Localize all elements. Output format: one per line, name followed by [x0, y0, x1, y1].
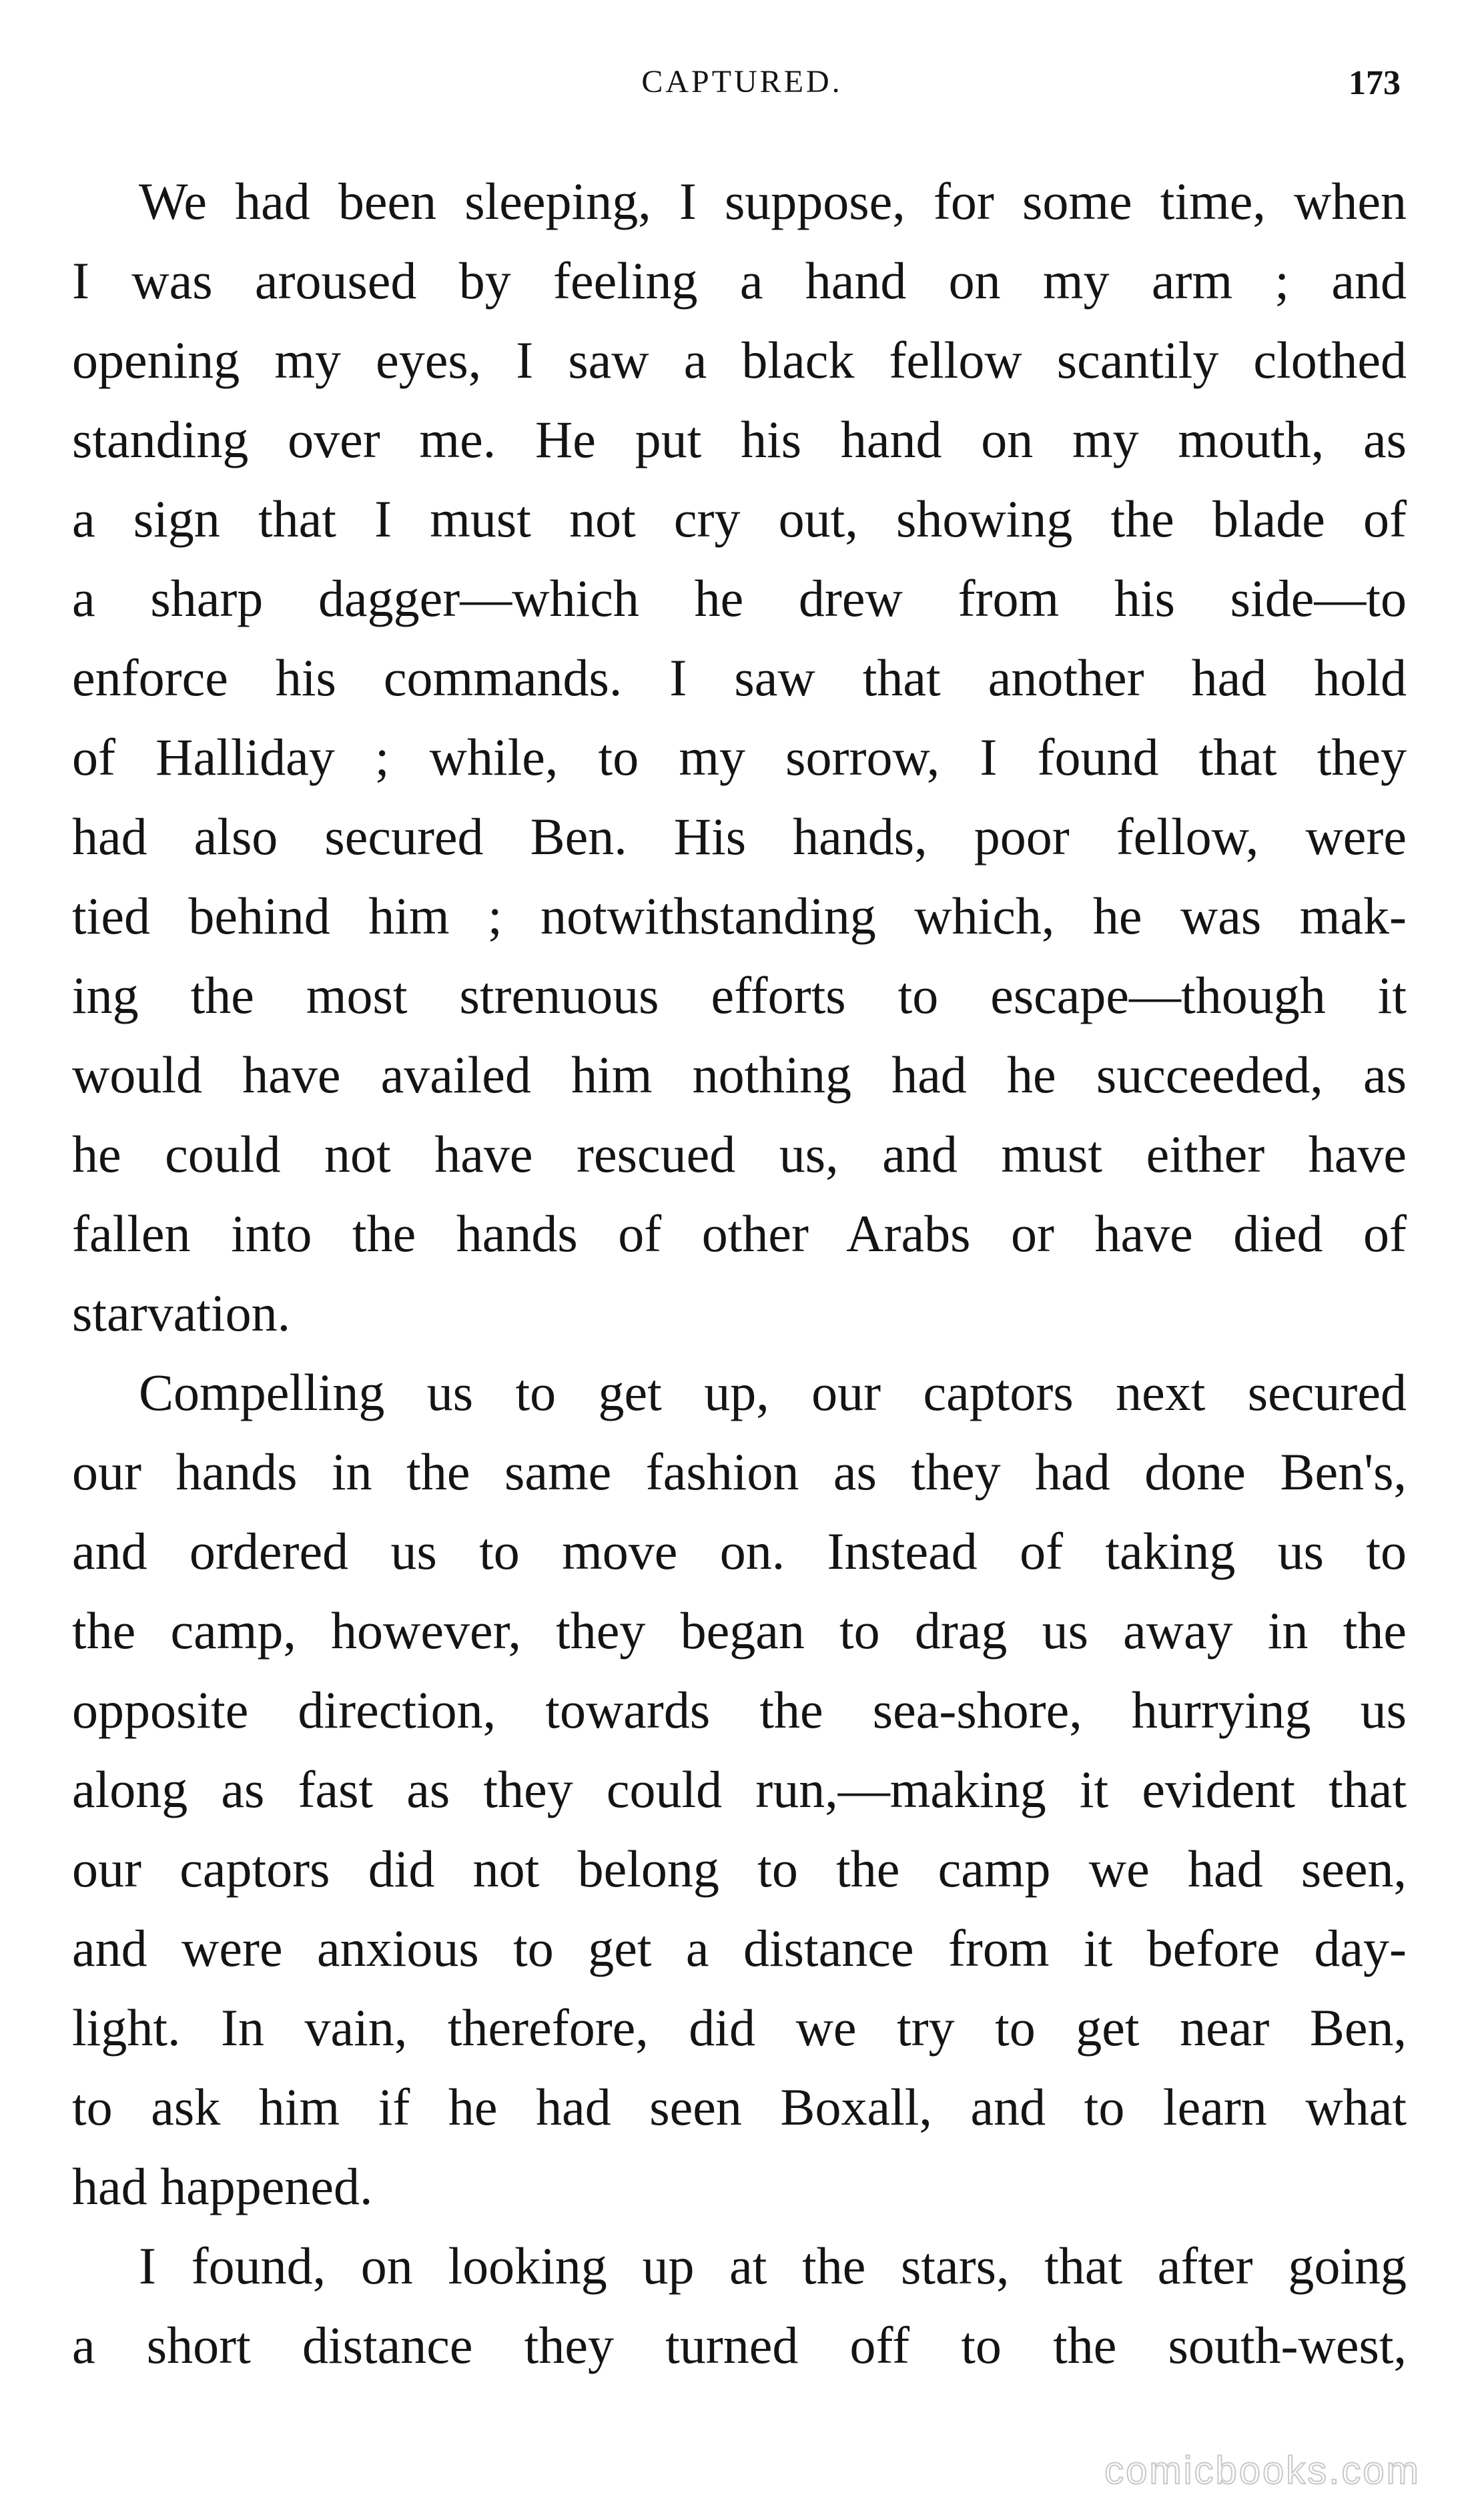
text-line: would have availed him nothing had he succeeded, as — [72, 1046, 1407, 1104]
text-line: tied behind him ; notwithstanding which, he was mak- — [72, 887, 1407, 945]
text-line: our hands in the same fashion as they had done Ben's, — [72, 1443, 1407, 1501]
paragraph-2 — [72, 1353, 1407, 2226]
text-line: We had been sleeping, I suppose, for some time, when — [139, 172, 1407, 230]
text-line: along as fast as they could run,—making it evident that — [72, 1760, 1407, 1818]
text-line: had happened. — [72, 2157, 373, 2215]
text-line: a sign that I must not cry out, showing the blade of — [72, 490, 1407, 548]
paragraph-1 — [72, 161, 1407, 1353]
text-line: I found, on looking up at the stars, that after going — [139, 2237, 1407, 2295]
text-line: opening my eyes, I saw a black fellow scantily clothed — [72, 331, 1407, 389]
text-line: fallen into the hands of other Arabs or have died of — [72, 1204, 1407, 1263]
running-title: CAPTURED. — [641, 64, 843, 99]
text-line: standing over me. He put his hand on my mouth, as — [72, 410, 1407, 468]
text-line: had also secured Ben. His hands, poor fellow, were — [72, 807, 1407, 865]
text-line: opposite direction, towards the sea-shore, hurrying us — [72, 1681, 1407, 1739]
paragraph-3 — [72, 2226, 1407, 2385]
text-line: a short distance they turned off to the south-west, — [72, 2316, 1407, 2374]
text-line: to ask him if he had seen Boxall, and to learn what — [72, 2078, 1407, 2136]
text-line: light. In vain, therefore, did we try to get near Ben, — [72, 1999, 1407, 2057]
text-line: Compelling us to get up, our captors next secured — [139, 1363, 1407, 1421]
text-line: and were anxious to get a distance from it before day- — [72, 1919, 1407, 1977]
text-line: enforce his commands. I saw that another had hold — [72, 649, 1407, 707]
text-line: a sharp dagger—which he drew from his side—to — [72, 569, 1407, 627]
text-line: ing the most strenuous efforts to escape—though it — [72, 966, 1407, 1024]
body-text — [72, 161, 1407, 2385]
text-line: he could not have rescued us, and must either have — [72, 1125, 1407, 1183]
page-number: 173 — [1349, 64, 1401, 102]
text-line: our captors did not belong to the camp we had seen, — [72, 1840, 1407, 1898]
watermark: comicbooks.com — [1104, 2449, 1421, 2492]
text-line: and ordered us to move on. Instead of taking us to — [72, 1522, 1407, 1580]
text-line: the camp, however, they began to drag us away in the — [72, 1601, 1407, 1660]
text-line: of Halliday ; while, to my sorrow, I found that they — [72, 728, 1407, 786]
text-line: starvation. — [72, 1284, 291, 1342]
text-line: I was aroused by feeling a hand on my arm ; and — [72, 252, 1407, 310]
running-head — [0, 63, 1484, 117]
